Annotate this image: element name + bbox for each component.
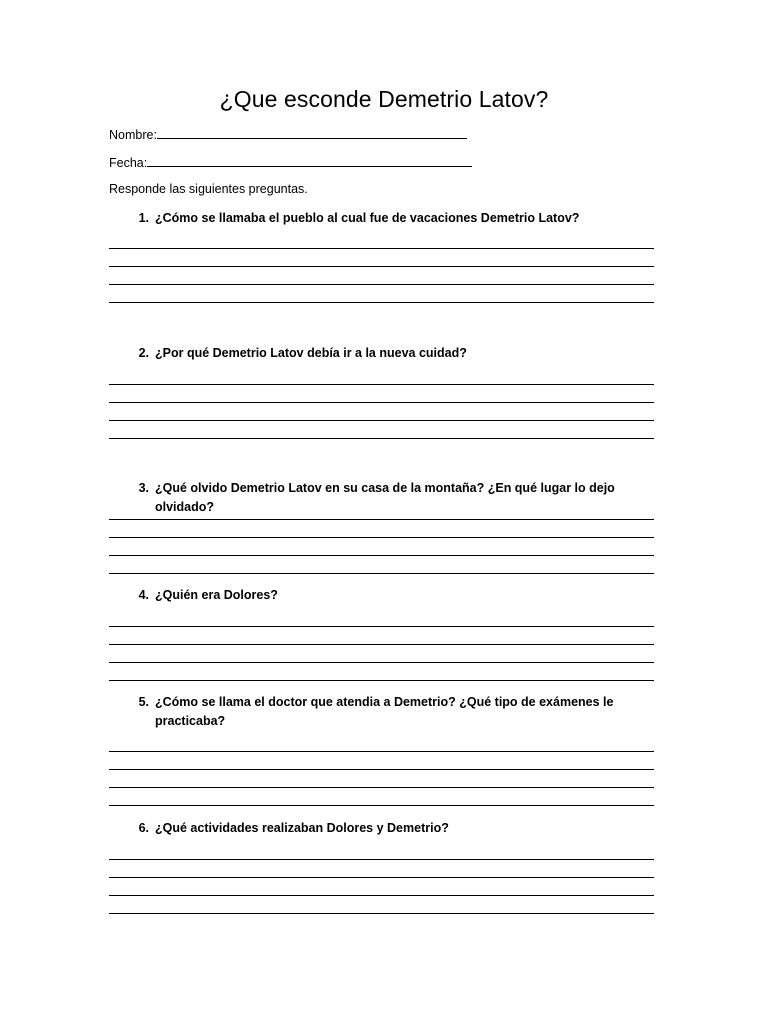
answer-line[interactable] <box>109 519 654 520</box>
answer-line[interactable] <box>109 913 654 914</box>
answer-line[interactable] <box>109 302 654 303</box>
answer-line[interactable] <box>109 402 654 403</box>
name-label: Nombre: <box>109 128 157 142</box>
answer-line[interactable] <box>109 555 654 556</box>
answer-line[interactable] <box>109 438 654 439</box>
question-6 <box>109 819 669 838</box>
answer-line[interactable] <box>109 537 654 538</box>
question-text: ¿Quién era Dolores? <box>155 588 278 602</box>
question-4 <box>109 586 669 605</box>
answer-line[interactable] <box>109 787 654 788</box>
question-number: 6. <box>138 821 149 835</box>
answer-line[interactable] <box>109 680 654 681</box>
answer-line[interactable] <box>109 662 654 663</box>
question-number: 5. <box>138 695 149 709</box>
answer-line[interactable] <box>109 626 654 627</box>
answer-line[interactable] <box>109 895 654 896</box>
date-label: Fecha: <box>109 156 148 170</box>
date-blank[interactable] <box>147 155 472 167</box>
question-number: 4. <box>138 588 149 602</box>
answer-line[interactable] <box>109 644 654 645</box>
answer-line[interactable] <box>109 284 654 285</box>
question-text: ¿Qué olvido Demetrio Latov en su casa de la montaña? ¿En qué lugar lo dejo olvidado? <box>155 481 615 514</box>
worksheet-title: ¿Que esconde Demetrio Latov? <box>219 86 549 112</box>
question-3 <box>109 479 669 517</box>
answer-line[interactable] <box>109 248 654 249</box>
question-text: ¿Cómo se llamaba el pueblo al cual fue de vacaciones Demetrio Latov? <box>155 211 580 225</box>
question-number: 2. <box>138 346 149 360</box>
question-number: 3. <box>138 481 149 495</box>
answer-line[interactable] <box>109 384 654 385</box>
answer-line[interactable] <box>109 266 654 267</box>
answer-line[interactable] <box>109 420 654 421</box>
answer-line[interactable] <box>109 859 654 860</box>
question-text: ¿Cómo se llama el doctor que atendia a Demetrio? ¿Qué tipo de exámenes le practicaba? <box>155 695 614 728</box>
question-number: 1. <box>138 211 149 225</box>
answer-line[interactable] <box>109 769 654 770</box>
question-5 <box>109 693 669 731</box>
name-blank[interactable] <box>157 127 467 139</box>
answer-line[interactable] <box>109 751 654 752</box>
date-field <box>109 155 472 170</box>
question-1 <box>109 209 669 228</box>
instruction-text: Responde las siguientes preguntas. <box>109 182 308 196</box>
answer-line[interactable] <box>109 877 654 878</box>
question-2 <box>109 344 669 363</box>
question-text: ¿Qué actividades realizaban Dolores y Demetrio? <box>155 821 449 835</box>
name-field <box>109 127 467 142</box>
answer-line[interactable] <box>109 805 654 806</box>
answer-line[interactable] <box>109 573 654 574</box>
question-text: ¿Por qué Demetrio Latov debía ir a la nueva cuidad? <box>155 346 467 360</box>
